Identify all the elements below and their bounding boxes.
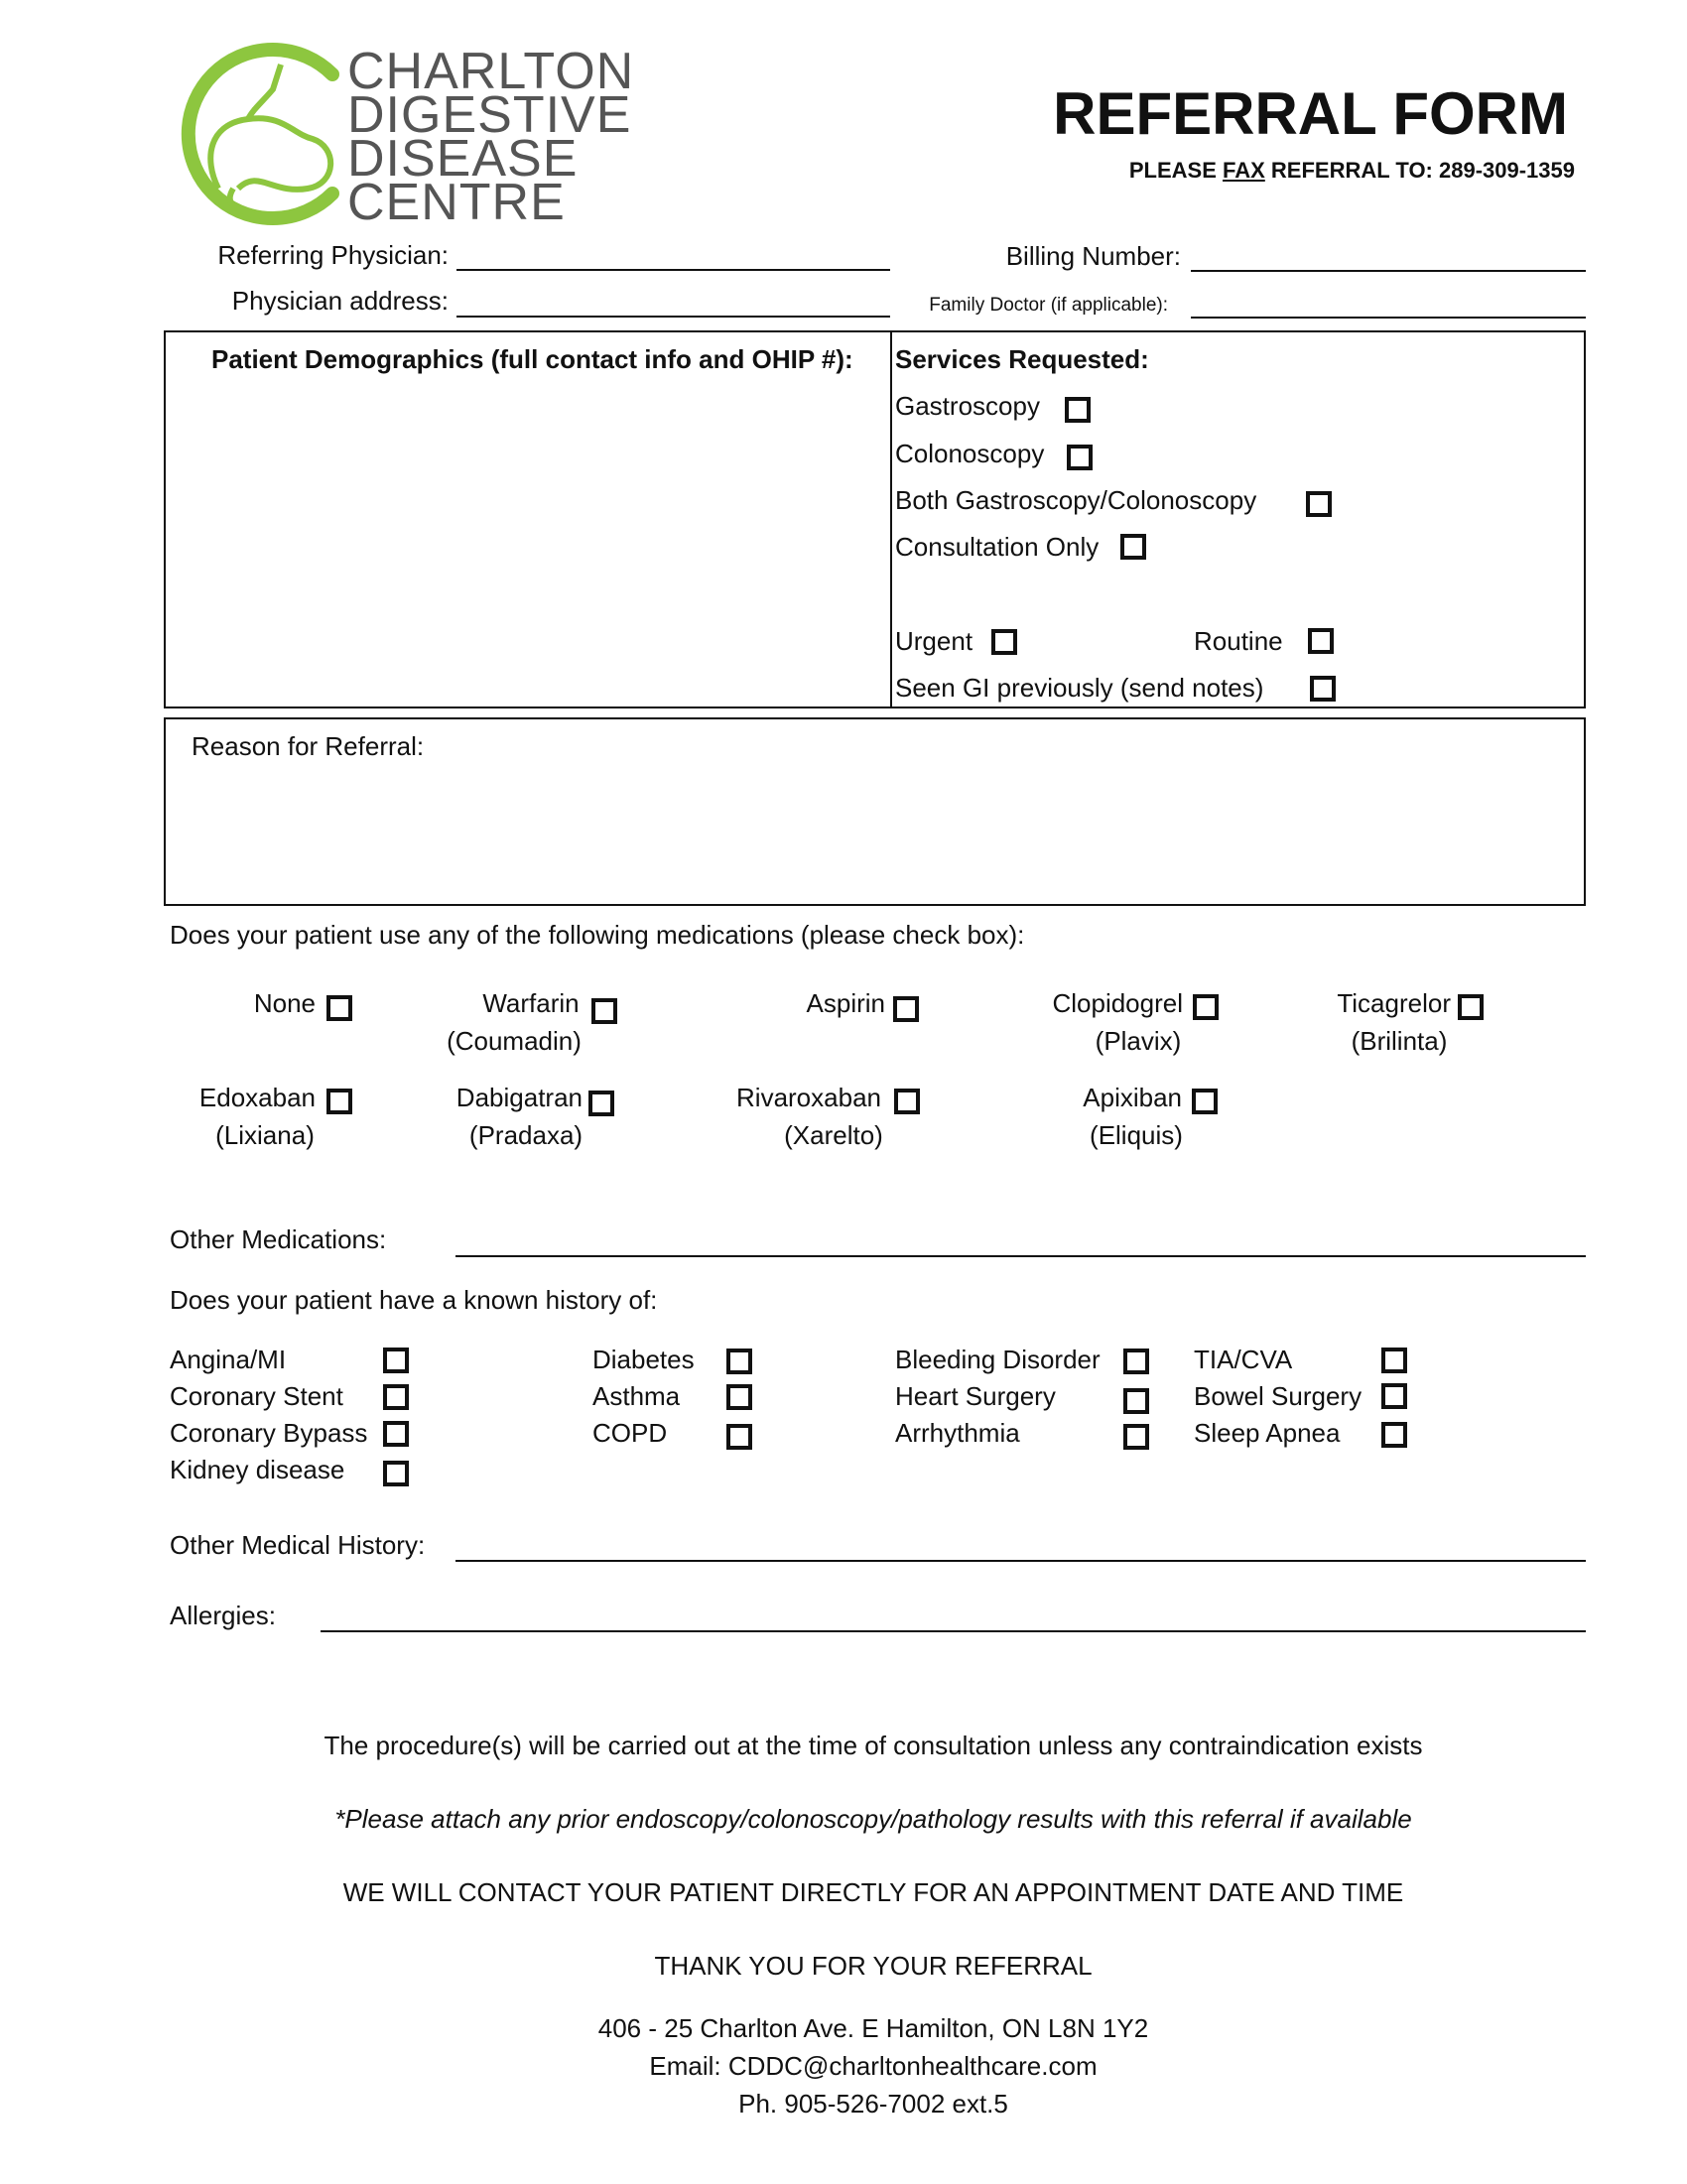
medications-question: Does your patient use any of the following medications (please check box): [170, 920, 1025, 950]
asthma-label: Asthma [592, 1381, 681, 1411]
rivaroxaban-checkbox[interactable] [894, 1089, 920, 1114]
kidney-label: Kidney disease [170, 1455, 345, 1484]
urgent-checkbox[interactable] [991, 629, 1017, 655]
none-checkbox[interactable] [326, 995, 352, 1021]
heart-surgery-checkbox[interactable] [1123, 1388, 1149, 1414]
coronary-bypass-label: Coronary Bypass [170, 1418, 368, 1448]
bleeding-checkbox[interactable] [1123, 1349, 1149, 1374]
fax-instruction [1129, 157, 1575, 185]
routine-checkbox[interactable] [1308, 628, 1334, 654]
page-title: REFERRAL FORM [1053, 80, 1568, 147]
heart-surgery-label: Heart Surgery [895, 1381, 1056, 1411]
physician-address-field[interactable] [456, 316, 890, 318]
coronary-bypass-checkbox[interactable] [383, 1421, 409, 1447]
services-heading: Services Requested: [895, 344, 1149, 374]
both-checkbox[interactable] [1306, 491, 1332, 517]
rivaroxaban-brand: (Xarelto) [784, 1120, 883, 1150]
ticagrelor-brand: (Brilinta) [1351, 1026, 1448, 1056]
other-history-label: Other Medical History: [170, 1530, 426, 1560]
warfarin-brand: (Coumadin) [447, 1026, 582, 1056]
apixiban-brand: (Eliquis) [1090, 1120, 1183, 1150]
logo-line-3: DISEASE [347, 130, 579, 188]
referring-physician-field[interactable] [456, 269, 890, 271]
thanks-note: THANK YOU FOR YOUR REFERRAL [654, 1951, 1093, 1981]
apixiban-label: Apixiban [1083, 1083, 1182, 1112]
aspirin-label: Aspirin [806, 988, 885, 1018]
gastroscopy-checkbox[interactable] [1065, 397, 1091, 423]
reason-label: Reason for Referral: [192, 731, 425, 761]
seen-gi-checkbox[interactable] [1310, 676, 1336, 702]
clinic-email: Email: CDDC@charltonhealthcare.com [649, 2051, 1098, 2081]
angina-checkbox[interactable] [383, 1348, 409, 1373]
gastroscopy-label: Gastroscopy [895, 391, 1040, 421]
seen-gi-label: Seen GI previously (send notes) [895, 673, 1264, 703]
bleeding-label: Bleeding Disorder [895, 1345, 1101, 1374]
edoxaban-brand: (Lixiana) [215, 1120, 315, 1150]
consultation-checkbox[interactable] [1120, 534, 1146, 560]
contact-note: WE WILL CONTACT YOUR PATIENT DIRECTLY FOR AN APPOINTMENT DATE AND TIME [342, 1877, 1404, 1907]
apixiban-checkbox[interactable] [1192, 1089, 1218, 1114]
allergies-label: Allergies: [170, 1601, 276, 1630]
history-question: Does your patient have a known history of: [170, 1285, 658, 1315]
urgent-label: Urgent [895, 626, 973, 656]
logo-line-2: DIGESTIVE [347, 86, 632, 144]
family-doctor-label: Family Doctor (if applicable): [929, 295, 1168, 316]
bowel-surgery-checkbox[interactable] [1381, 1383, 1407, 1409]
arrhythmia-checkbox[interactable] [1123, 1424, 1149, 1450]
copd-label: COPD [592, 1418, 668, 1448]
billing-number-label: Billing Number: [1005, 241, 1181, 271]
asthma-checkbox[interactable] [726, 1384, 752, 1410]
other-medications-field[interactable] [455, 1255, 1586, 1257]
logo [164, 40, 640, 231]
consultation-label: Consultation Only [895, 532, 1100, 562]
coronary-stent-label: Coronary Stent [170, 1381, 343, 1411]
edoxaban-checkbox[interactable] [326, 1089, 352, 1114]
clopidogrel-checkbox[interactable] [1193, 994, 1219, 1020]
angina-label: Angina/MI [170, 1345, 287, 1374]
tia-checkbox[interactable] [1381, 1348, 1407, 1373]
ticagrelor-checkbox[interactable] [1458, 994, 1484, 1020]
other-medications-label: Other Medications: [170, 1224, 387, 1254]
box-divider [890, 330, 892, 708]
logo-line-1: CHARLTON [347, 43, 635, 100]
bowel-surgery-label: Bowel Surgery [1194, 1381, 1363, 1411]
attach-note: *Please attach any prior endoscopy/colonoscopy/pathology results with this referral if available [334, 1804, 1412, 1834]
procedure-note: The procedure(s) will be carried out at the time of consultation unless any contraindication exists [324, 1731, 1423, 1760]
family-doctor-field[interactable] [1191, 317, 1586, 319]
routine-label: Routine [1194, 626, 1283, 656]
rivaroxaban-label: Rivaroxaban [736, 1083, 881, 1112]
clopidogrel-label: Clopidogrel [1052, 988, 1183, 1018]
warfarin-label: Warfarin [482, 988, 580, 1018]
clinic-phone: Ph. 905-526-7002 ext.5 [738, 2089, 1008, 2119]
edoxaban-label: Edoxaban [198, 1083, 316, 1112]
dabigatran-brand: (Pradaxa) [468, 1120, 584, 1150]
referring-physician-label: Referring Physician: [217, 240, 449, 270]
fax-word: FAX [1223, 158, 1265, 183]
other-history-field[interactable] [455, 1560, 1586, 1562]
fax-suffix: REFERRAL TO: 289-309-1359 [1264, 158, 1575, 183]
colonoscopy-checkbox[interactable] [1067, 445, 1093, 470]
colonoscopy-label: Colonoscopy [895, 439, 1045, 468]
aspirin-checkbox[interactable] [893, 996, 919, 1022]
logo-mark-icon [164, 40, 352, 228]
none-label: None [253, 988, 316, 1018]
allergies-field[interactable] [321, 1630, 1586, 1632]
kidney-checkbox[interactable] [383, 1461, 409, 1486]
demographics-label: Patient Demographics (full contact info and OHIP #): [211, 344, 853, 374]
diabetes-label: Diabetes [592, 1345, 695, 1374]
copd-checkbox[interactable] [726, 1424, 752, 1450]
demographics-input-area[interactable] [167, 382, 888, 706]
logo-line-4: CENTRE [347, 174, 566, 231]
sleep-apnea-checkbox[interactable] [1381, 1422, 1407, 1448]
both-label: Both Gastroscopy/Colonoscopy [895, 485, 1257, 515]
tia-label: TIA/CVA [1194, 1345, 1293, 1374]
clinic-address: 406 - 25 Charlton Ave. E Hamilton, ON L8N 1Y2 [597, 2013, 1149, 2043]
clopidogrel-brand: (Plavix) [1095, 1026, 1182, 1056]
sleep-apnea-label: Sleep Apnea [1194, 1418, 1341, 1448]
arrhythmia-label: Arrhythmia [895, 1418, 1020, 1448]
dabigatran-checkbox[interactable] [588, 1091, 614, 1116]
billing-number-field[interactable] [1191, 270, 1586, 272]
fax-prefix: PLEASE [1128, 158, 1223, 183]
warfarin-checkbox[interactable] [591, 998, 617, 1024]
ticagrelor-label: Ticagrelor [1337, 988, 1451, 1018]
physician-address-label: Physician address: [231, 286, 449, 316]
dabigatran-label: Dabigatran [455, 1083, 583, 1112]
diabetes-checkbox[interactable] [726, 1349, 752, 1374]
coronary-stent-checkbox[interactable] [383, 1384, 409, 1410]
